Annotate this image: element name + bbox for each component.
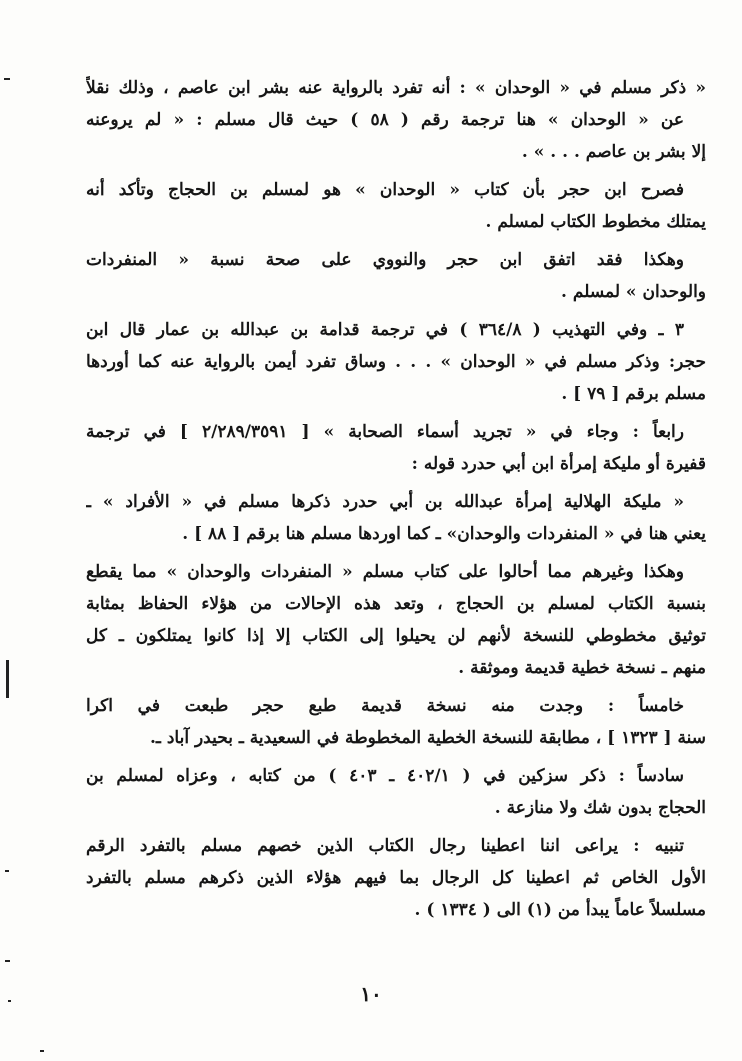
text-line: يعني هنا في « المنفردات والوحدان» ـ كما اوردها مسلم هنا برقم [ ٨٨ ] . (182, 524, 706, 544)
scan-mark (5, 960, 10, 962)
text-line: عن « الوحدان » هنا ترجمة رقم ( ٥٨ ) حيث قال مسلم : « لم يروعنه (86, 110, 684, 130)
scan-mark (8, 1000, 11, 1002)
text-line: رابعاً : وجاء في « تجريد أسماء الصحابة » [ ٢/٢٨٩/٣٥٩١ ] في ترجمة (86, 422, 684, 442)
page-number: ١٠ (360, 982, 382, 1006)
text-line: مسلسلاً عاماً يبدأ من (١) الى ( ١٣٣٤ ) . (414, 900, 706, 920)
text-line: توثيق مخطوطي للنسخة لأنهم لن يحيلوا إلى الكتاب إلا إذا كانوا يمتلكون ـ كل (86, 626, 706, 646)
text-line: بنسبة الكتاب لمسلم بن الحجاج ، وتعد هذه الإحالات من هؤلاء الحفاظ بمثابة (86, 594, 706, 614)
text-line: وهكذا فقد اتفق ابن حجر والنووي على صحة نسبة « المنفردات (86, 250, 684, 270)
text-line: تنبيه : يراعى اننا اعطينا رجال الكتاب الذين خصهم مسلم بالتفرد الرقم (86, 836, 684, 856)
body-text (86, 72, 706, 926)
text-line: وهكذا وغيرهم مما أحالوا على كتاب مسلم « المنفردات والوحدان » مما يقطع (86, 562, 684, 582)
text-line: سادساً : ذكر سزكين في ( ٤٠٢/١ ـ ٤٠٣ ) من كتابه ، وعزاه لمسلم بن (86, 766, 684, 786)
scan-mark (6, 660, 9, 698)
text-line: يمتلك مخطوط الكتاب لمسلم . (485, 212, 706, 232)
scan-mark (5, 870, 9, 872)
text-line: فصرح ابن حجر بأن كتاب « الوحدان » هو لمسلم بن الحجاج وتأكد أنه (86, 180, 684, 200)
text-line: « مليكة الهلالية إمرأة عبدالله بن أبي حدرد ذكرها مسلم في « الأفراد » ـ (86, 492, 684, 512)
scan-mark (40, 1050, 44, 1052)
text-line: سنة [ ١٣٢٣ ] ، مطابقة للنسخة الخطية المخطوطة في السعيدية ـ بحيدر آباد ـ. (150, 728, 706, 748)
text-line: الأول الخاص ثم اعطينا كل الرجال بما فيهم هؤلاء الذين ذكرهم مسلم بالتفرد (86, 868, 706, 888)
text-line: خامساً : وجدت منه نسخة قديمة طبع حجر طبعت في اكرا (86, 696, 684, 716)
text-line: « ذكر مسلم في « الوحدان » : أنه تفرد بالرواية عنه بشر ابن عاصم ، وذلك نقلاً (86, 78, 706, 98)
text-line: إلا بشر بن عاصم . . . » . (521, 142, 706, 162)
text-line: الحجاج بدون شك ولا منازعة . (494, 798, 706, 818)
text-line: ٣ ـ وفي التهذيب ( ٣٦٤/٨ ) في ترجمة قدامة بن عبدالله بن عمار قال ابن (86, 320, 684, 340)
text-line: مسلم برقم [ ٧٩ ] . (561, 384, 706, 404)
text-line: والوحدان » لمسلم . (561, 282, 706, 302)
text-line: حجر: وذكر مسلم في « الوحدان » . . . وساق تفرد أيمن بالرواية عنه كما أوردها (86, 352, 706, 372)
text-line: منهم ـ نسخة خطية قديمة وموثقة . (458, 658, 706, 678)
text-line: قفيرة أو مليكة إمرأة ابن أبي حدرد قوله : (411, 454, 706, 474)
scan-mark (4, 78, 10, 80)
